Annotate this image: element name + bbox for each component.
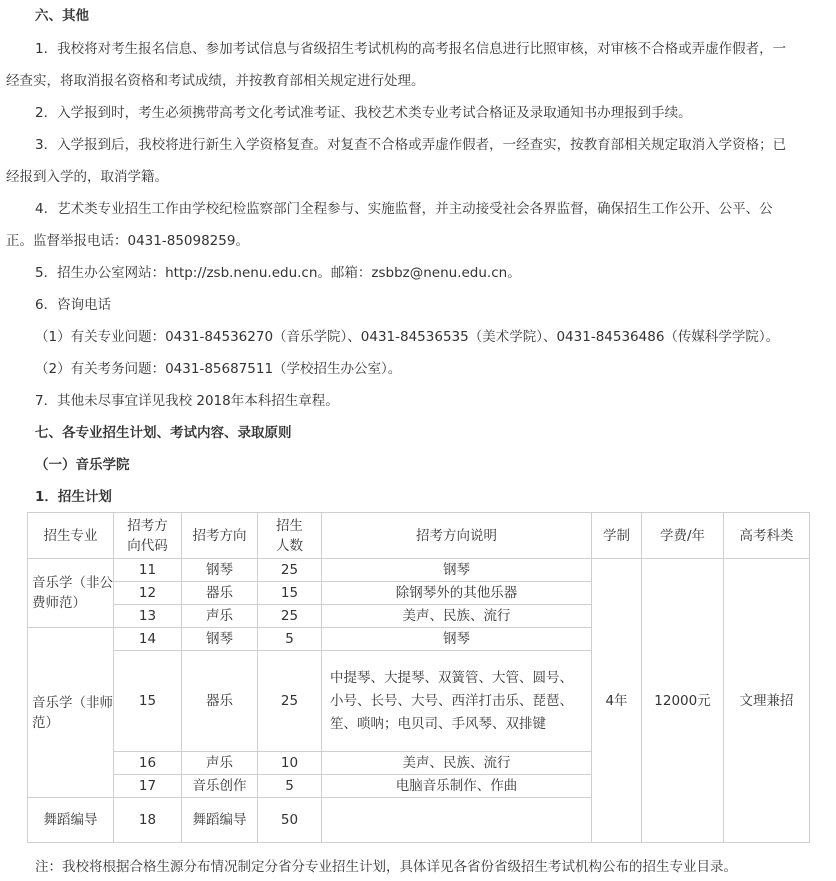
- direction-cell: 声乐: [182, 605, 258, 628]
- header-major: 招生专业: [28, 513, 114, 559]
- major-cell: 音乐学（非公费师范）: [28, 559, 114, 628]
- header-category: 高考科类: [724, 513, 810, 559]
- paragraph-3-line-1: 3．入学报到后，我校将进行新生入学资格复查。对复查不合格或弄虚作假者，一经查实，按教育部相关规定取消入学资格；已: [35, 137, 787, 153]
- desc-cell: 除钢琴外的其他乐器: [322, 582, 592, 605]
- code-cell: 12: [114, 582, 182, 605]
- duration-cell: 4年: [592, 559, 642, 843]
- header-duration: 学制: [592, 513, 642, 559]
- desc-cell: 中提琴、大提琴、双簧管、大管、圆号、小号、长号、大号、西洋打击乐、琵琶、笙、唢呐；电贝司、手风琴、双排键: [322, 651, 592, 752]
- paragraph-1-line-2: 经查实，将取消报名资格和考试成绩，并按教育部相关规定进行处理。: [6, 73, 425, 89]
- paragraph-7: 7．其他未尽事宜详见我校 2018年本科招生章程。: [35, 393, 339, 409]
- desc-cell: [322, 798, 592, 843]
- code-cell: 15: [114, 651, 182, 752]
- major-cell: 舞蹈编导: [28, 798, 114, 843]
- desc-cell: 电脑音乐制作、作曲: [322, 775, 592, 798]
- fee-cell: 12000元: [642, 559, 724, 843]
- paragraph-4-line-1: 4．艺术类专业招生工作由学校纪检监察部门全程参与、实施监督，并主动接受社会各界监督，确保招生工作公开、公平、公: [35, 201, 773, 217]
- paragraph-1-line-1: 1．我校将对考生报名信息、参加考试信息与省级招生考试机构的高考报名信息进行比照审核，对审核不合格或弄虚作假者，一: [35, 41, 787, 57]
- direction-cell: 钢琴: [182, 559, 258, 582]
- desc-cell: 钢琴: [322, 559, 592, 582]
- table-row: [28, 559, 810, 582]
- count-cell: 50: [258, 798, 322, 843]
- paragraph-6: 6．咨询电话: [35, 297, 112, 313]
- desc-cell: 美声、民族、流行: [322, 752, 592, 775]
- desc-cell: 美声、民族、流行: [322, 605, 592, 628]
- paragraph-2: 2．入学报到时，考生必须携带高考文化考试准考证、我校艺术类专业考试合格证及录取通知书办理报到手续。: [35, 105, 692, 121]
- code-cell: 16: [114, 752, 182, 775]
- paragraph-3-line-2: 经报到入学的，取消学籍。: [6, 169, 168, 185]
- paragraph-6-1: （1）有关专业问题：0431-84536270（音乐学院）、0431-84536535（美术学院）、0431-84536486（传媒科学学院）。: [35, 329, 780, 345]
- table-header-row: [28, 513, 810, 559]
- header-count: 招生人数: [258, 513, 322, 559]
- count-cell: 5: [258, 775, 322, 798]
- direction-cell: 声乐: [182, 752, 258, 775]
- desc-cell: 钢琴: [322, 628, 592, 651]
- subsection-music-college: （一）音乐学院: [35, 457, 130, 473]
- enrollment-plan-table: [27, 512, 810, 843]
- header-desc: 招考方向说明: [322, 513, 592, 559]
- table-note: 注：我校将根据合格生源分布情况制定分省分专业招生计划，具体详见各省份省级招生考试机构公布的招生专业目录。: [35, 859, 737, 875]
- code-cell: 14: [114, 628, 182, 651]
- paragraph-4-line-2: 正。监督举报电话：0431-85098259。: [6, 233, 249, 249]
- subsection-enrollment-plan: 1．招生计划: [35, 489, 112, 505]
- code-cell: 11: [114, 559, 182, 582]
- direction-cell: 器乐: [182, 582, 258, 605]
- header-code: 招考方向代码: [114, 513, 182, 559]
- count-cell: 25: [258, 651, 322, 752]
- code-cell: 17: [114, 775, 182, 798]
- section-seven-title: 七、各专业招生计划、考试内容、录取原则: [35, 425, 292, 441]
- direction-cell: 器乐: [182, 651, 258, 752]
- paragraph-6-2: （2）有关考务问题：0431-85687511（学校招生办公室）。: [35, 361, 402, 377]
- code-cell: 18: [114, 798, 182, 843]
- count-cell: 15: [258, 582, 322, 605]
- header-fee: 学费/年: [642, 513, 724, 559]
- direction-cell: 音乐创作: [182, 775, 258, 798]
- count-cell: 25: [258, 605, 322, 628]
- category-cell: 文理兼招: [724, 559, 810, 843]
- count-cell: 10: [258, 752, 322, 775]
- direction-cell: 舞蹈编导: [182, 798, 258, 843]
- header-direction: 招考方向: [182, 513, 258, 559]
- section-six-title: 六、其他: [35, 8, 89, 24]
- count-cell: 5: [258, 628, 322, 651]
- direction-cell: 钢琴: [182, 628, 258, 651]
- code-cell: 13: [114, 605, 182, 628]
- major-cell: 音乐学（非师范）: [28, 628, 114, 798]
- count-cell: 25: [258, 559, 322, 582]
- paragraph-5: 5．招生办公室网站：http://zsb.nenu.edu.cn。邮箱：zsbbz@nenu.edu.cn。: [35, 265, 521, 281]
